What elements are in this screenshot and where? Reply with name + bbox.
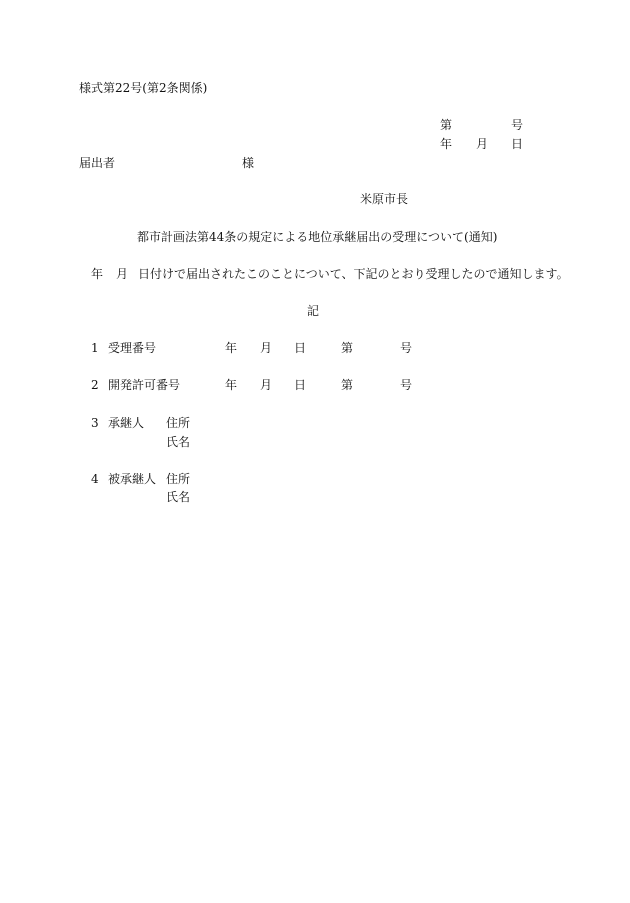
date-day: 日 — [511, 137, 524, 151]
item-no-prefix: 第 — [341, 378, 354, 392]
item-number: 2 — [91, 378, 99, 392]
item-year: 年 — [225, 378, 238, 392]
item-number: 3 — [91, 416, 99, 430]
item-day: 日 — [294, 378, 307, 392]
addressee-honorific: 様 — [242, 156, 255, 170]
item-name-label: 氏名 — [166, 490, 191, 504]
item-address-label: 住所 — [166, 416, 191, 430]
item-address-label: 住所 — [166, 472, 191, 486]
number-prefix: 第 — [440, 118, 453, 132]
item-no-prefix: 第 — [341, 341, 354, 355]
item-month: 月 — [260, 341, 273, 355]
item-label: 受理番号 — [108, 341, 157, 355]
date-year: 年 — [440, 137, 453, 151]
addressee-label: 届出者 — [79, 156, 116, 170]
item-no-suffix: 号 — [400, 341, 413, 355]
item-label: 被承継人 — [108, 472, 157, 486]
date-month: 月 — [476, 137, 489, 151]
number-suffix: 号 — [511, 118, 524, 132]
item-number: 1 — [91, 341, 99, 355]
item-label: 開発許可番号 — [108, 378, 181, 392]
body-year: 年 — [91, 267, 104, 281]
body-month: 月 — [116, 267, 129, 281]
form-number: 様式第22号(第2条関係) — [79, 81, 208, 95]
item-year: 年 — [225, 341, 238, 355]
item-month: 月 — [260, 378, 273, 392]
item-no-suffix: 号 — [400, 378, 413, 392]
item-day: 日 — [294, 341, 307, 355]
document-title: 都市計画法第44条の規定による地位承継届出の受理について(通知) — [137, 230, 498, 244]
item-name-label: 氏名 — [166, 435, 191, 449]
body-text: 日付けで届出されたこのことについて、下記のとおり受理したので通知します。 — [138, 267, 569, 281]
item-number: 4 — [91, 472, 99, 486]
sender: 米原市長 — [360, 192, 409, 206]
item-label: 承継人 — [108, 416, 145, 430]
ki-heading: 記 — [307, 304, 320, 318]
